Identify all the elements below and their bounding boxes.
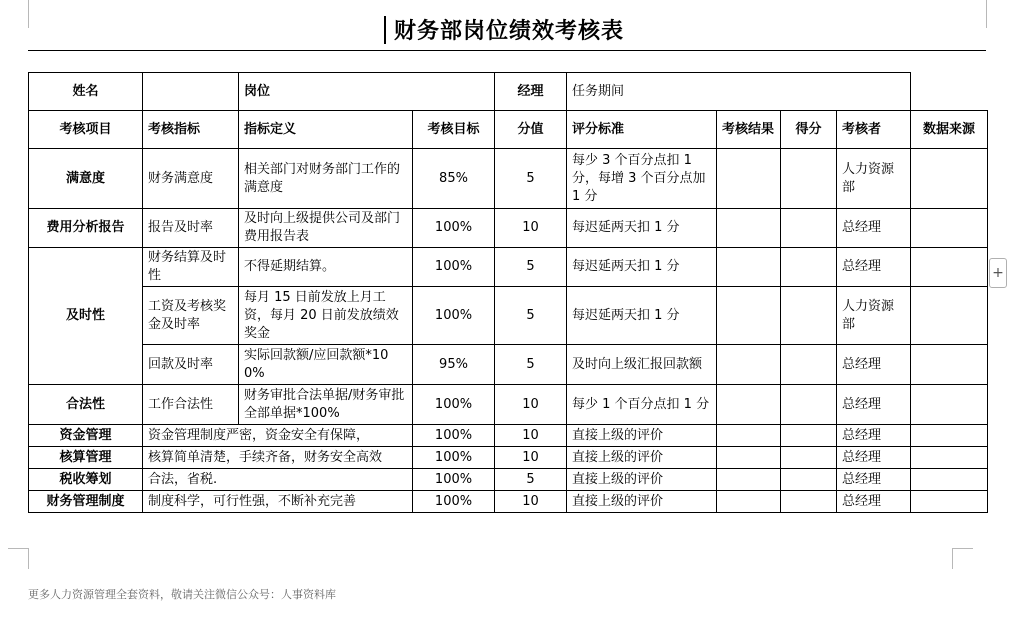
header-target: 考核目标 [413, 111, 495, 149]
source-cell[interactable] [911, 447, 988, 469]
performance-table [28, 72, 988, 513]
indicator-cell: 工作合法性 [143, 385, 239, 425]
result-cell[interactable] [717, 447, 781, 469]
table-row [29, 287, 988, 345]
result-cell[interactable] [717, 491, 781, 513]
assessor-cell: 总经理 [837, 447, 911, 469]
result-cell[interactable] [717, 149, 781, 209]
score-cell: 10 [495, 425, 567, 447]
category-cell: 满意度 [29, 149, 143, 209]
definition-cell: 每月 15 日前发放上月工资，每月 20 日前发放绩效奖金 [239, 287, 413, 345]
points-cell[interactable] [781, 425, 837, 447]
result-cell[interactable] [717, 248, 781, 287]
page-corner-mark [8, 0, 29, 28]
text-cursor [384, 16, 386, 44]
points-cell[interactable] [781, 345, 837, 385]
manager-label: 经理 [495, 73, 567, 111]
page-corner-mark [952, 548, 973, 569]
category-cell: 合法性 [29, 385, 143, 425]
source-cell[interactable] [911, 287, 988, 345]
indicator-cell: 财务结算及时性 [143, 248, 239, 287]
target-cell: 100% [413, 469, 495, 491]
points-cell[interactable] [781, 469, 837, 491]
points-cell[interactable] [781, 491, 837, 513]
definition-cell: 资金管理制度严密，资金安全有保障， [143, 425, 413, 447]
definition-cell: 核算简单清楚，手续齐备，财务安全高效 [143, 447, 413, 469]
table-row [29, 469, 988, 491]
source-cell[interactable] [911, 385, 988, 425]
title-rule [28, 50, 986, 51]
criteria-cell: 直接上级的评价 [567, 425, 717, 447]
points-cell[interactable] [781, 447, 837, 469]
target-cell: 100% [413, 248, 495, 287]
header-points: 得分 [781, 111, 837, 149]
category-cell: 财务管理制度 [29, 491, 143, 513]
indicator-cell: 报告及时率 [143, 209, 239, 248]
target-cell: 100% [413, 491, 495, 513]
criteria-cell: 直接上级的评价 [567, 469, 717, 491]
target-cell: 100% [413, 385, 495, 425]
points-cell[interactable] [781, 209, 837, 248]
category-cell: 核算管理 [29, 447, 143, 469]
table-row [29, 209, 988, 248]
page-corner-mark [8, 548, 29, 569]
table-row [29, 149, 988, 209]
assessor-cell: 总经理 [837, 385, 911, 425]
score-cell: 10 [495, 447, 567, 469]
criteria-cell: 直接上级的评价 [567, 491, 717, 513]
result-cell[interactable] [717, 345, 781, 385]
source-cell[interactable] [911, 425, 988, 447]
result-cell[interactable] [717, 287, 781, 345]
source-cell[interactable] [911, 491, 988, 513]
score-cell: 10 [495, 209, 567, 248]
source-cell[interactable] [911, 248, 988, 287]
definition-cell: 合法，省税. [143, 469, 413, 491]
score-cell: 5 [495, 248, 567, 287]
category-cell: 及时性 [29, 248, 143, 385]
score-cell: 10 [495, 385, 567, 425]
document-title: 财务部岗位绩效考核表 [394, 18, 625, 44]
source-cell[interactable] [911, 345, 988, 385]
source-cell[interactable] [911, 209, 988, 248]
result-cell[interactable] [717, 385, 781, 425]
assessor-cell: 总经理 [837, 469, 911, 491]
term-label: 任务期间 [567, 73, 911, 111]
header-criteria: 评分标准 [567, 111, 717, 149]
assessor-cell: 总经理 [837, 209, 911, 248]
table-row [29, 491, 988, 513]
header-result: 考核结果 [717, 111, 781, 149]
definition-cell: 不得延期结算。 [239, 248, 413, 287]
definition-cell: 制度科学，可行性强，不断补充完善 [143, 491, 413, 513]
result-cell[interactable] [717, 209, 781, 248]
target-cell: 100% [413, 209, 495, 248]
score-cell: 5 [495, 469, 567, 491]
points-cell[interactable] [781, 149, 837, 209]
header-indicator: 考核指标 [143, 111, 239, 149]
points-cell[interactable] [781, 287, 837, 345]
assessor-cell: 总经理 [837, 425, 911, 447]
header-category: 考核项目 [29, 111, 143, 149]
indicator-cell: 回款及时率 [143, 345, 239, 385]
criteria-cell: 每迟延两天扣 1 分 [567, 287, 717, 345]
source-cell[interactable] [911, 149, 988, 209]
header-definition: 指标定义 [239, 111, 413, 149]
criteria-cell: 直接上级的评价 [567, 447, 717, 469]
footer-note: 更多人力资源管理全套资料，敬请关注微信公众号：人事资料库 [28, 588, 336, 601]
definition-cell: 实际回款额/应回款额*100% [239, 345, 413, 385]
target-cell: 95% [413, 345, 495, 385]
position-label: 岗位 [239, 73, 495, 111]
criteria-cell: 每少 3 个百分点扣 1 分，每增 3 个百分点加 1 分 [567, 149, 717, 209]
table-row [29, 447, 988, 469]
criteria-cell: 每迟延两天扣 1 分 [567, 248, 717, 287]
indicator-cell: 财务满意度 [143, 149, 239, 209]
page-corner-mark [986, 0, 1007, 28]
result-cell[interactable] [717, 469, 781, 491]
source-cell[interactable] [911, 469, 988, 491]
name-value-cell[interactable] [143, 73, 239, 111]
assessor-cell: 总经理 [837, 248, 911, 287]
points-cell[interactable] [781, 248, 837, 287]
definition-cell: 相关部门对财务部门工作的满意度 [239, 149, 413, 209]
target-cell: 100% [413, 447, 495, 469]
header-source: 数据来源 [911, 111, 988, 149]
table-row [29, 248, 988, 287]
header-row [29, 111, 988, 149]
score-cell: 10 [495, 491, 567, 513]
definition-cell: 财务审批合法单据/财务审批全部单据*100% [239, 385, 413, 425]
table-row [29, 425, 988, 447]
points-cell[interactable] [781, 385, 837, 425]
header-assessor: 考核者 [837, 111, 911, 149]
indicator-cell: 工资及考核奖金及时率 [143, 287, 239, 345]
result-cell[interactable] [717, 425, 781, 447]
target-cell: 100% [413, 425, 495, 447]
score-cell: 5 [495, 345, 567, 385]
header-score: 分值 [495, 111, 567, 149]
criteria-cell: 每少 1 个百分点扣 1 分 [567, 385, 717, 425]
definition-cell: 及时向上级提供公司及部门费用报告表 [239, 209, 413, 248]
category-cell: 费用分析报告 [29, 209, 143, 248]
assessor-cell: 人力资源部 [837, 287, 911, 345]
assessor-cell: 总经理 [837, 491, 911, 513]
category-cell: 资金管理 [29, 425, 143, 447]
plus-icon[interactable]: + [989, 258, 1007, 288]
criteria-cell: 每迟延两天扣 1 分 [567, 209, 717, 248]
category-cell: 税收筹划 [29, 469, 143, 491]
criteria-cell: 及时向上级汇报回款额 [567, 345, 717, 385]
score-cell: 5 [495, 287, 567, 345]
score-cell: 5 [495, 149, 567, 209]
assessor-cell: 总经理 [837, 345, 911, 385]
table-row [29, 385, 988, 425]
target-cell: 85% [413, 149, 495, 209]
table-row [29, 345, 988, 385]
assessor-cell: 人力资源部 [837, 149, 911, 209]
info-row [29, 73, 988, 111]
target-cell: 100% [413, 287, 495, 345]
name-label: 姓名 [29, 73, 143, 111]
